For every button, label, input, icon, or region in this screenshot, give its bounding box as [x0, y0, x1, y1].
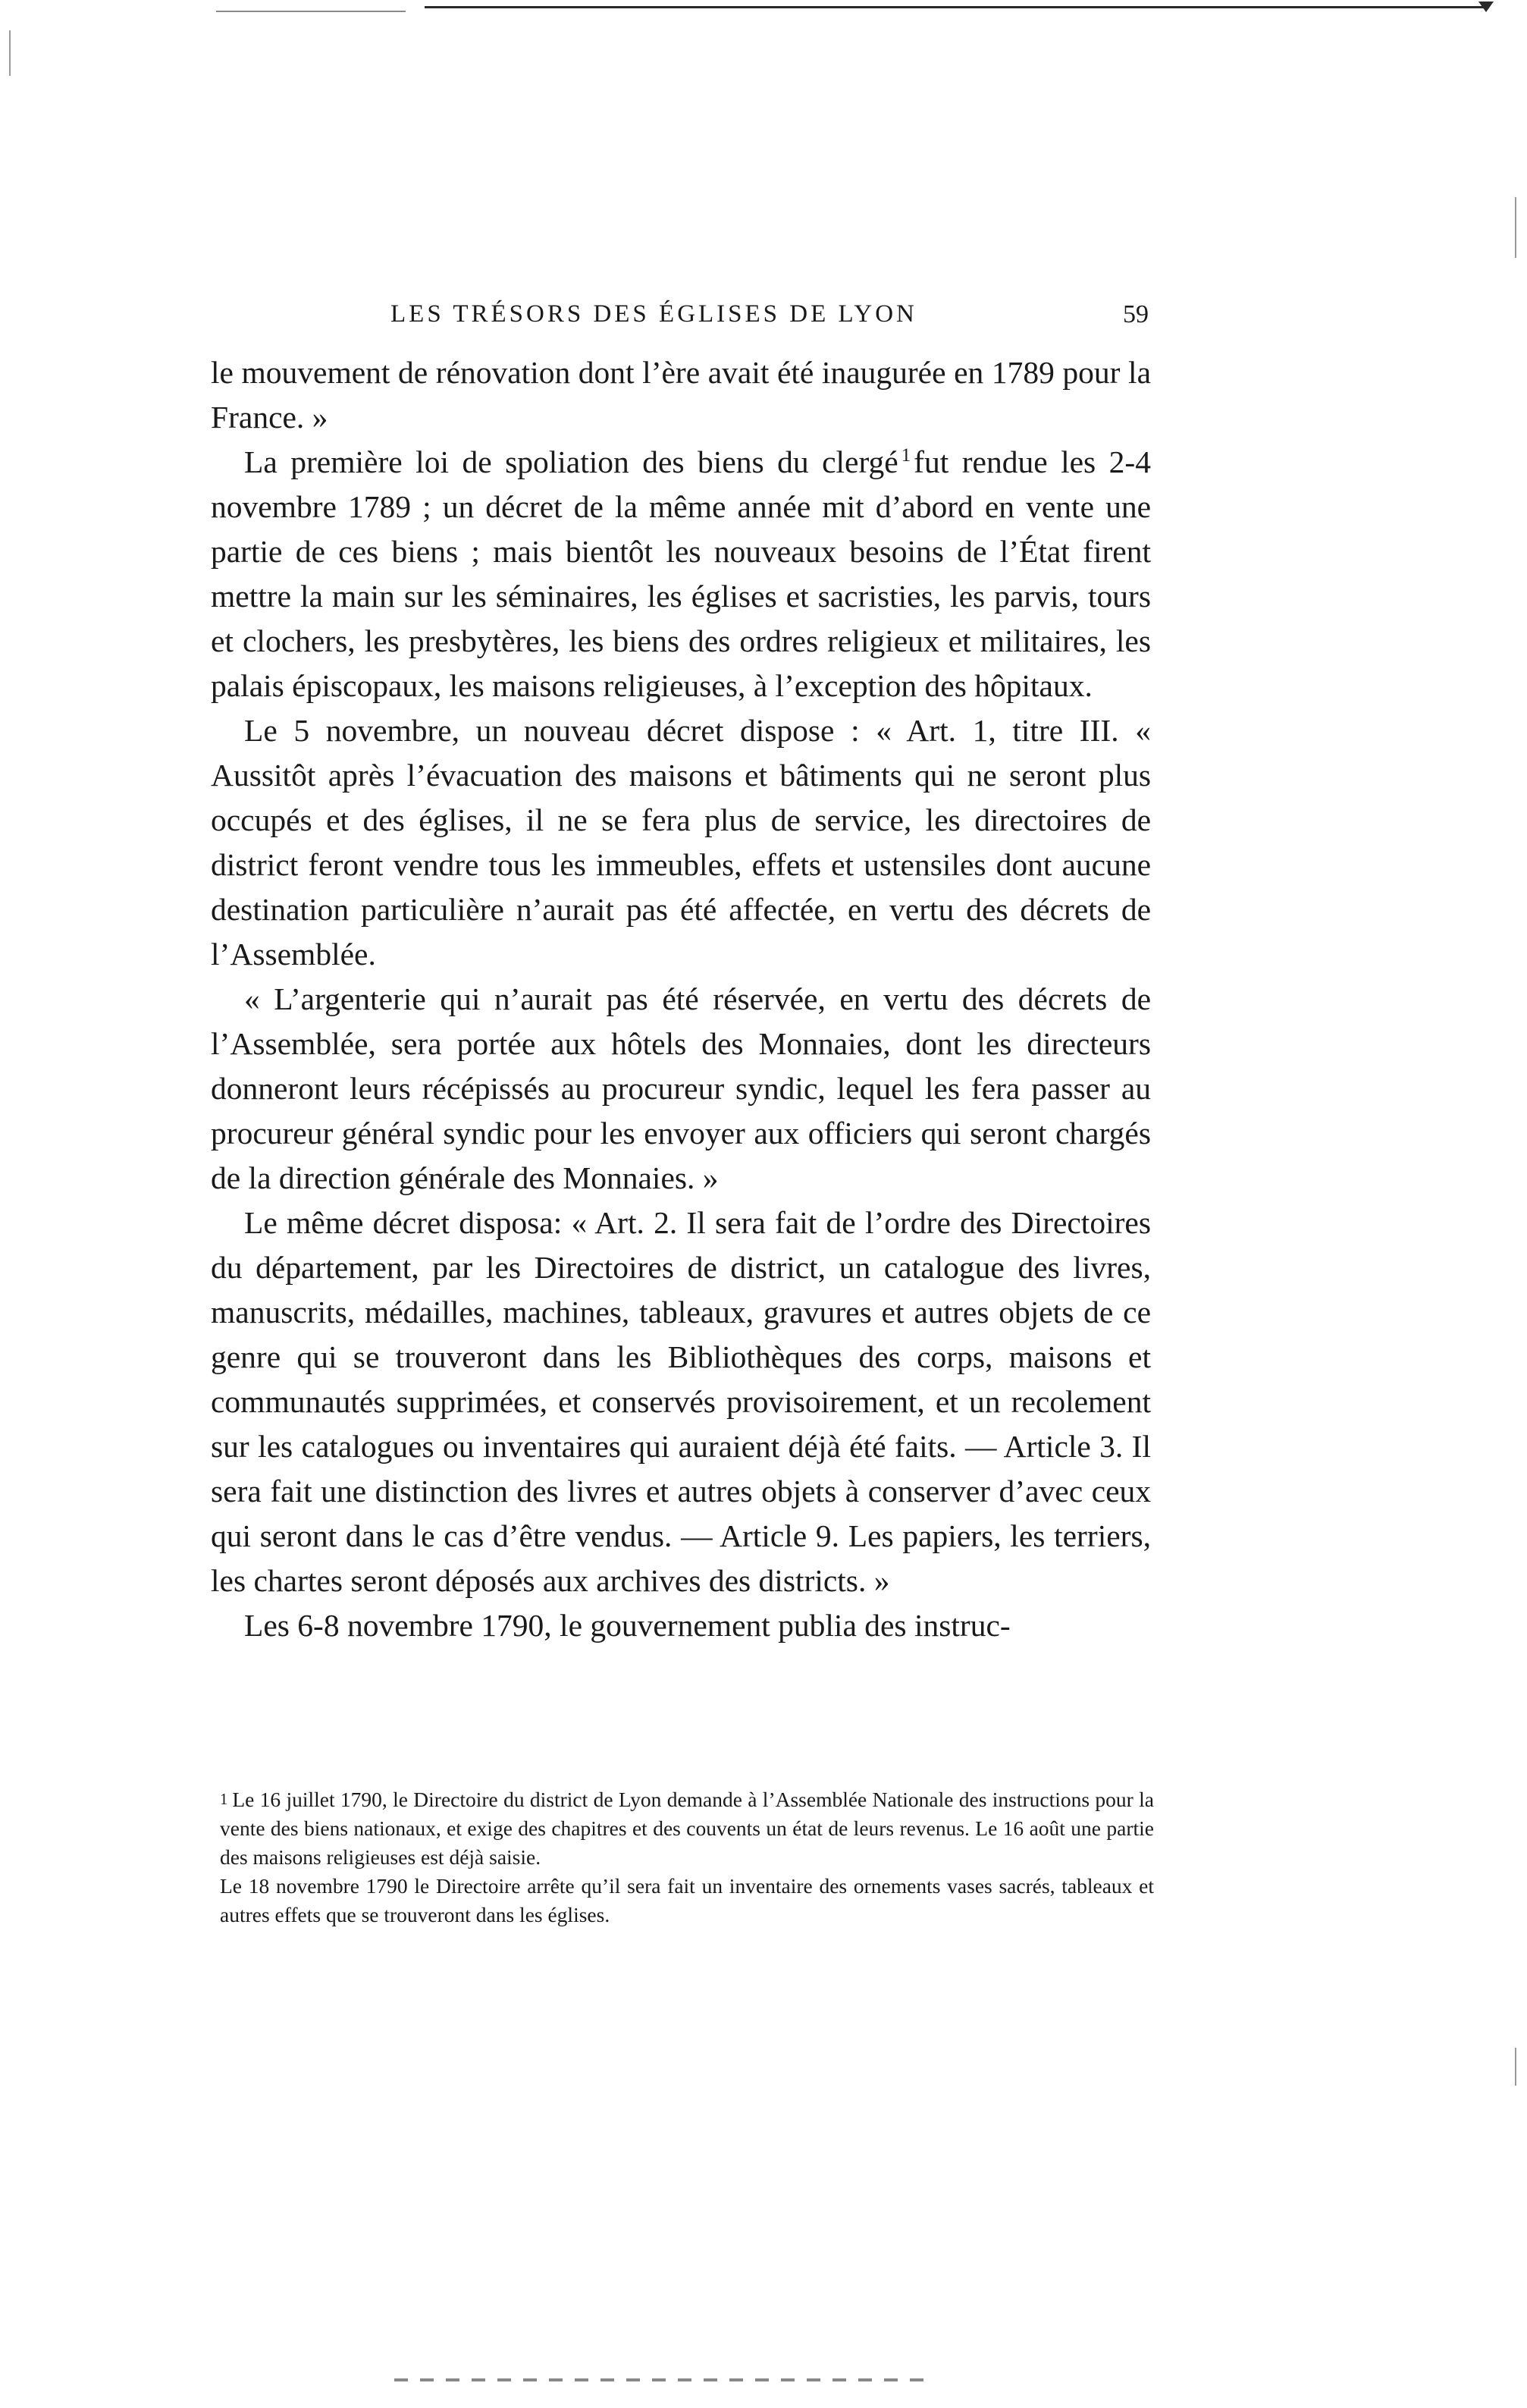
paragraph: Les 6-8 novembre 1790, le gouvernement publia des instruc-: [244, 1608, 1011, 1643]
paragraph: [211, 440, 1151, 708]
page-number: 59: [1123, 300, 1149, 328]
top-edge-rule: [425, 6, 1486, 8]
footnote: Le 18 novembre 1790 le Directoire arrête qu’il sera fait un inventaire des ornements vases sacrés, tableaux et autres effets que se trouveront dans les églises.: [220, 1874, 1154, 1926]
paragraph-text: La première loi de spoliation des biens du clergé: [244, 444, 898, 479]
paragraph-text: fut rendue les 2-4 novembre 1789 ; un décret de la même année mit d’abord en vente une partie de ces biens ; mais bientôt les nouveaux besoins de l’État firent mettre la main sur les séminaires, les églises et sacristies, les parvis, tours et clochers, les presbytères, les biens des ordres religieux et militaires, les palais épiscopaux, les maisons religieuses, à l’exception des hôpitaux.: [211, 444, 1151, 703]
paragraph: « L’argenterie qui n’aurait pas été réservée, en vertu des décrets de l’Assemblée, sera portée aux hôtels des Monnaies, dont les directeurs donneront leurs récépissés au procureur syndic, lequel les fera passer au procureur général syndic pour les envoyer aux officiers qui seront chargés de la direction générale des Monnaies. »: [211, 981, 1151, 1195]
paragraph: Le même décret disposa: « Art. 2. Il sera fait de l’ordre des Directoires du département, par les Directoires de district, un catalogue des livres, manuscrits, médailles, machines, tableaux, gravures et autres objets de ce genre qui se trouveront dans les Bibliothèques des corps, maisons et communautés supprimées, et conservés provisoirement, et un recolement sur les catalogues ou inventaires qui auraient déjà été faits. — Article 3. Il sera fait une distinction des livres et autres objets à conserver d’avec ceux qui seront dans le cas d’être vendus. — Article 9. Les papiers, les terriers, les chartes seront déposés aux archives des districts. »: [211, 1205, 1151, 1598]
footnotes: [220, 1785, 1154, 1929]
paragraph: Le 5 novembre, un nouveau décret dispose : « Art. 1, titre III. « Aussitôt après l’évacuation des maisons et bâtiments qui ne seront plus occupés et des églises, il ne se fera plus de service, les directoires de district feront vendre tous les immeubles, effets et ustensiles dont aucune destination particulière n’aurait pas été affectée, en vertu des décrets de l’Assemblée.: [211, 713, 1151, 972]
right-edge-mark: [1515, 197, 1516, 258]
bottom-edge-specks: [394, 2378, 925, 2381]
page-header: [390, 300, 1149, 335]
footnote-reference[interactable]: 1: [901, 445, 911, 466]
left-edge-mark: [9, 30, 11, 76]
paragraph: le mouvement de rénovation dont l’ère avait été inaugurée en 1789 pour la France. »: [211, 355, 1151, 435]
corner-arrow-icon: [1478, 2, 1494, 12]
footnote-text: Le 16 juillet 1790, le Directoire du district de Lyon demande à l’Assemblée Nationale des instructions pour la vente des biens nationaux, et exige des chapitres et des couvents un état de leurs revenus. Le 16 août une partie des maisons religieuses est déjà saisie.: [220, 1788, 1154, 1869]
footnote-marker: 1: [220, 1791, 228, 1808]
top-edge-rule-left: [216, 11, 406, 12]
body-text: [211, 350, 1151, 1648]
footnote: [220, 1785, 1154, 1872]
right-edge-mark: [1515, 2048, 1516, 2086]
running-title: LES TRÉSORS DES ÉGLISES DE LYON: [390, 300, 917, 328]
